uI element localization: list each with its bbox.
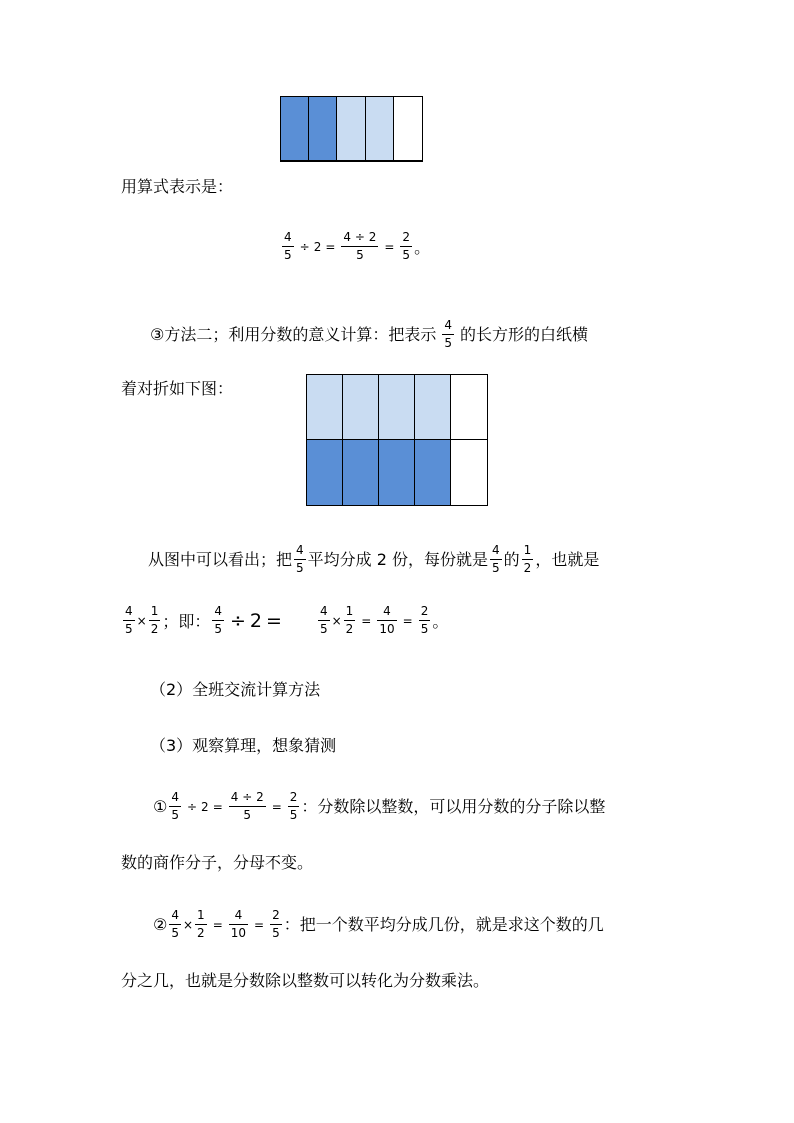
fraction: $\frac{2}{5}$ [289,790,298,822]
method-2-line-2: 着对折如下图： [121,379,234,398]
equals: = [402,613,413,628]
operator: × [136,613,147,628]
method-2-line [150,318,588,351]
fraction: $\frac{4 \div 2}{5}$ [230,790,264,822]
intro-line: 用算式表示是： [121,177,234,196]
equation-1 [280,230,430,263]
fraction: $\frac{4}{5}$ [214,604,222,636]
equals: = [271,799,282,814]
grid-cell [415,375,451,440]
grid-cell [415,440,451,505]
method-2-text-cont: 的长方形的白纸横 [460,324,589,344]
fraction: $\frac{1}{2}$ [345,604,354,636]
fraction: $\frac{4}{5}$ [171,908,179,940]
period: 。 [414,238,431,257]
method-2-text: ③方法二；利用分数的意义计算：把表示 [150,324,437,344]
conclusion-2-text: ：把一个数平均分成几份，就是求这个数的几 [283,914,604,934]
number: 2 [313,239,322,254]
explain-text: ，也就是 [535,549,600,569]
grid-cell [379,375,415,440]
fraction: $\frac{4}{5}$ [284,230,292,262]
fraction: $\frac{4}{10}$ [379,604,395,636]
equals: = [384,239,395,254]
bar-cell [281,97,309,161]
explain-line [148,543,599,576]
grid-cell [343,375,379,440]
conclusion-1-text: ：分数除以整数，可以用分数的分子除以整 [301,796,606,816]
grid-cell [379,440,415,505]
fraction: $\frac{4}{5}$ [296,543,304,575]
equals: = [212,917,223,932]
equals: = [266,609,282,632]
bar-cell [366,97,394,161]
fraction: $\frac{1}{2}$ [197,908,205,940]
fraction: $\frac{1}{2}$ [150,604,159,636]
operator: ÷ [186,799,198,814]
operator: ÷ [299,239,310,254]
fraction: $\frac{4}{5}$ [319,604,328,636]
fraction: $\frac{2}{5}$ [272,908,280,940]
conclusion-1-line-2: 数的商作分子，分母不变。 [121,853,314,872]
fraction: $\frac{4}{5}$ [492,543,500,575]
bar-cell [394,97,422,161]
conclusion-2-line-2: 分之几，也就是分数除以整数可以转化为分数乘法。 [121,971,490,990]
fraction: $\frac{4}{5}$ [171,790,179,822]
equals: = [361,613,372,628]
bar-cell [337,97,365,161]
explain-text: 平均分成 2 份，每份就是 [307,549,489,569]
fraction: $\frac{2}{5}$ [420,604,429,636]
fraction-bar-figure-2 [306,374,488,506]
label-text: ；即： [162,612,211,631]
operator: × [331,613,342,628]
grid-cell [307,440,343,505]
fraction: $\frac{4}{5}$ [125,604,133,636]
conclusion-1 [153,790,605,823]
equals: = [212,799,223,814]
explain-text: 从图中可以看出；把 [148,549,293,569]
fraction: $\frac{4}{10}$ [230,908,247,940]
explain-text: 的 [503,549,520,569]
section-2-heading: （2）全班交流计算方法 [150,680,321,699]
fraction: $\frac{2}{5}$ [402,230,411,262]
grid-cell [451,440,487,505]
circled-number: ② [153,914,168,934]
grid-cell [307,375,343,440]
equation-2 [121,604,448,637]
period: 。 [432,612,449,631]
number: 2 [201,799,209,814]
equals: = [325,239,336,254]
fraction: $\frac{1}{2}$ [523,543,532,575]
fraction: $\frac{4 \div 2}{5}$ [343,230,377,262]
grid-cell [451,375,487,440]
circled-number: ① [153,796,168,816]
conclusion-2 [153,908,604,941]
bar-cell [309,97,337,161]
fraction-bar-figure-1 [280,96,423,162]
operator: ÷ [230,609,246,632]
equals: = [254,917,265,932]
fraction: $\frac{4}{5}$ [444,318,452,350]
grid-cell [343,440,379,505]
operator: × [182,917,194,932]
number: 2 [249,609,263,632]
section-3-heading: （3）观察算理，想象猜测 [150,736,337,755]
